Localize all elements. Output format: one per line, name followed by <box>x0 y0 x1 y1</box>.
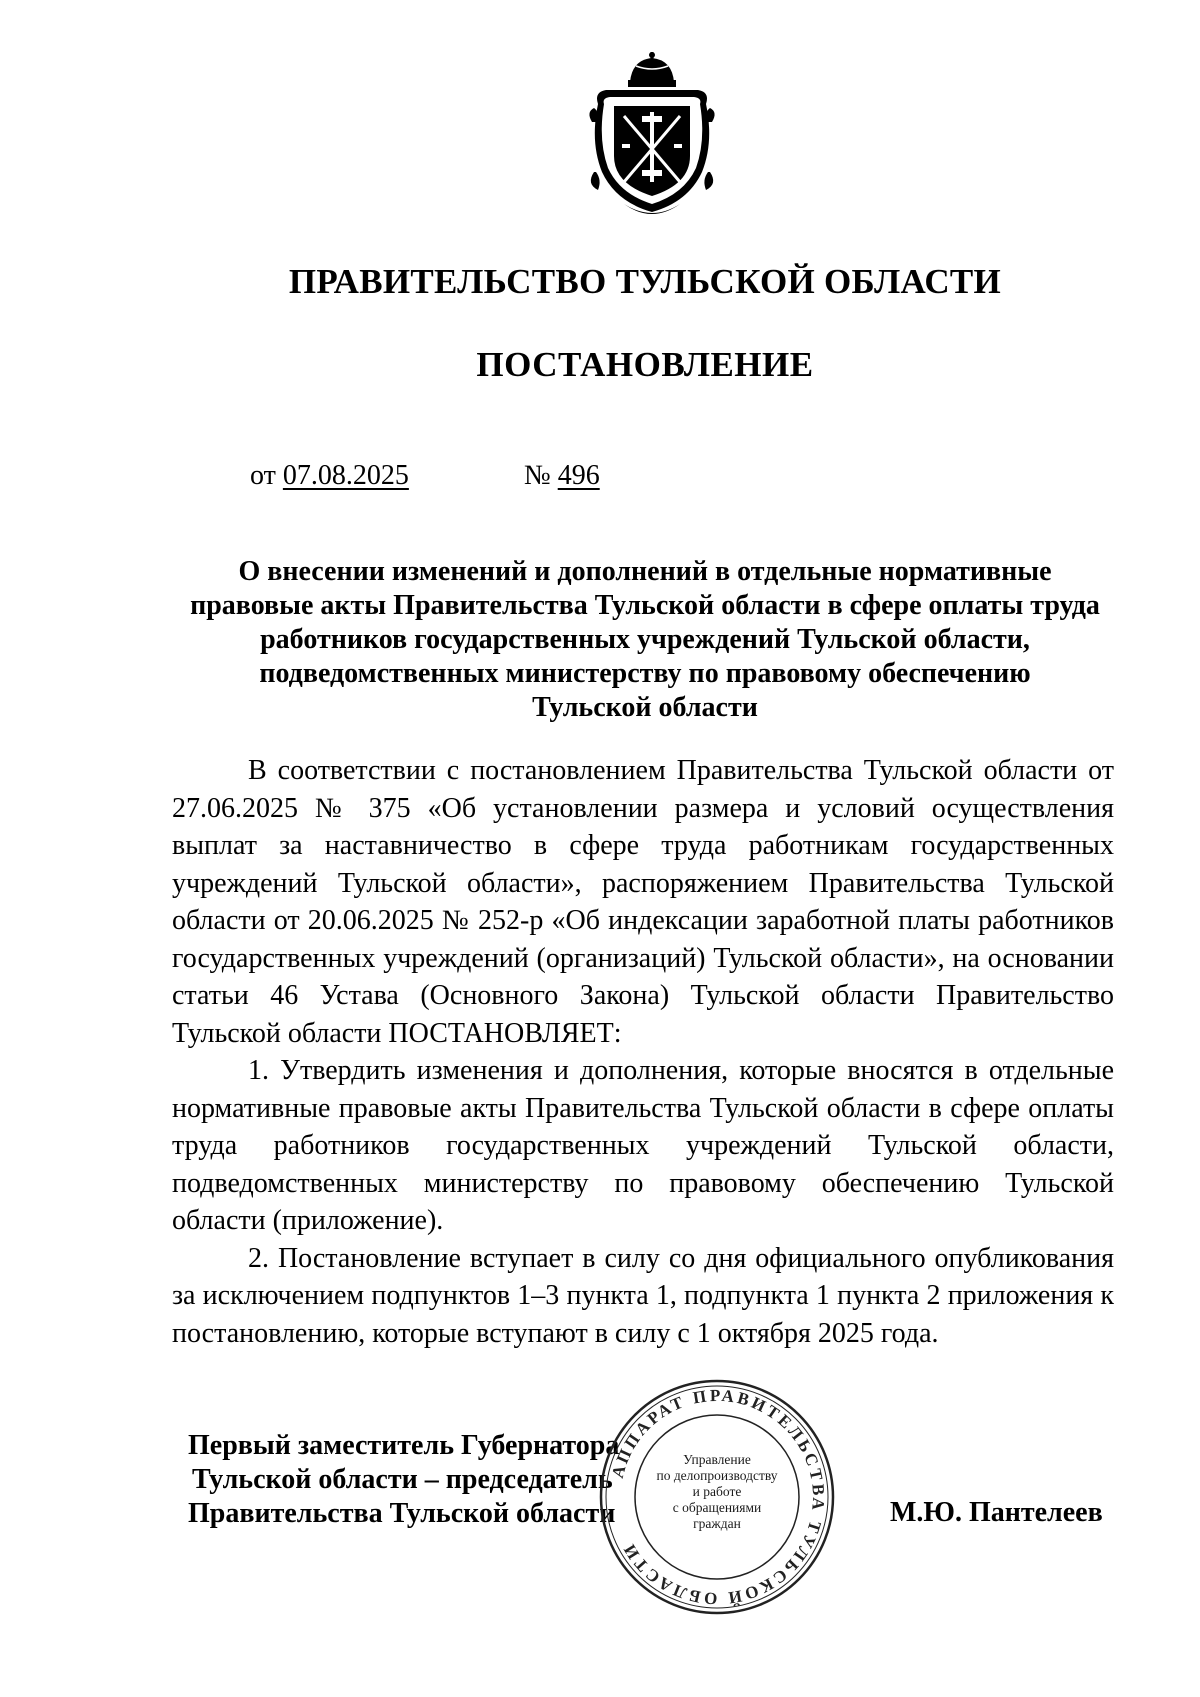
stamp-line: с обращениями <box>672 1500 762 1515</box>
position-line: Тульской области – председатель <box>192 1464 613 1495</box>
body-paragraph-preamble: В соответствии с постановлением Правительства Тульской области от 27.06.2025 № 375 «Об установлении размера и условий осуществления выплат за наставничество в сфере труда работникам государственных учреждений Тульской области», распоряжением Правительства Тульской области от 20.06.2025 № 252-р «Об индексации заработной платы работников государственных учреждений (организаций) Тульской области», на основании статьи 46 Устава (Основного Закона) Тульской области Правительство Тульской области ПОСТАНОВЛЯЕТ: <box>172 755 1114 1049</box>
subject-line: О внесении изменений и дополнений в отдельные нормативные <box>238 556 1052 587</box>
stamp-line: граждан <box>693 1516 741 1531</box>
date-prefix: от <box>250 460 276 491</box>
body-paragraph-item-2: 2. Постановление вступает в силу со дня официального опубликования за исключением подпунктов 1–3 пункта 1, подпункта 1 пункта 2 приложения к постановлению, которые вступают в силу с 1 октября 2025 года. <box>172 1242 1114 1349</box>
stamp-ring-text: АППАРАТ ПРАВИТЕЛЬСТВА ТУЛЬСКОЙ ОБЛАСТИ <box>607 1385 829 1609</box>
position-line: Правительства Тульской области <box>188 1498 616 1529</box>
subject-line: Тульской области <box>532 692 758 723</box>
number-value: 496 <box>557 460 600 491</box>
stamp-line: по делопроизводству <box>656 1468 778 1483</box>
government-title: ПРАВИТЕЛЬСТВО ТУЛЬСКОЙ ОБЛАСТИ <box>288 262 1002 301</box>
signer-name: М.Ю. Пантелеев <box>890 1497 1103 1528</box>
stamp-line: и работе <box>692 1484 742 1499</box>
document-type-title: ПОСТАНОВЛЕНИЕ <box>476 345 814 384</box>
tula-region-coat-of-arms-icon <box>584 52 720 217</box>
document-subject <box>150 555 1140 725</box>
body-paragraph-item-1: 1. Утвердить изменения и дополнения, которые вносятся в отдельные нормативные правовые акты Правительства Тульской области в сфере оплаты труда работников государственных учреждений Тульской области, подведомственных министерству по правовому обеспечению Тульской области (приложение). <box>172 1055 1114 1236</box>
date-value: 07.08.2025 <box>282 460 409 491</box>
document-number <box>524 460 600 492</box>
signatory-position <box>188 1429 619 1531</box>
position-line: Первый заместитель Губернатора <box>188 1430 620 1461</box>
number-prefix: № <box>524 460 551 491</box>
document-date <box>250 460 409 492</box>
subject-line: правовые акты Правительства Тульской области в сфере оплаты труда <box>190 590 1100 621</box>
subject-line: подведомственных министерству по правовому обеспечению <box>259 658 1031 689</box>
document-body <box>172 752 1114 1352</box>
stamp-line: Управление <box>683 1452 751 1467</box>
subject-line: работников государственных учреждений Тульской области, <box>260 624 1030 655</box>
stamp-center-text <box>632 1452 802 1532</box>
